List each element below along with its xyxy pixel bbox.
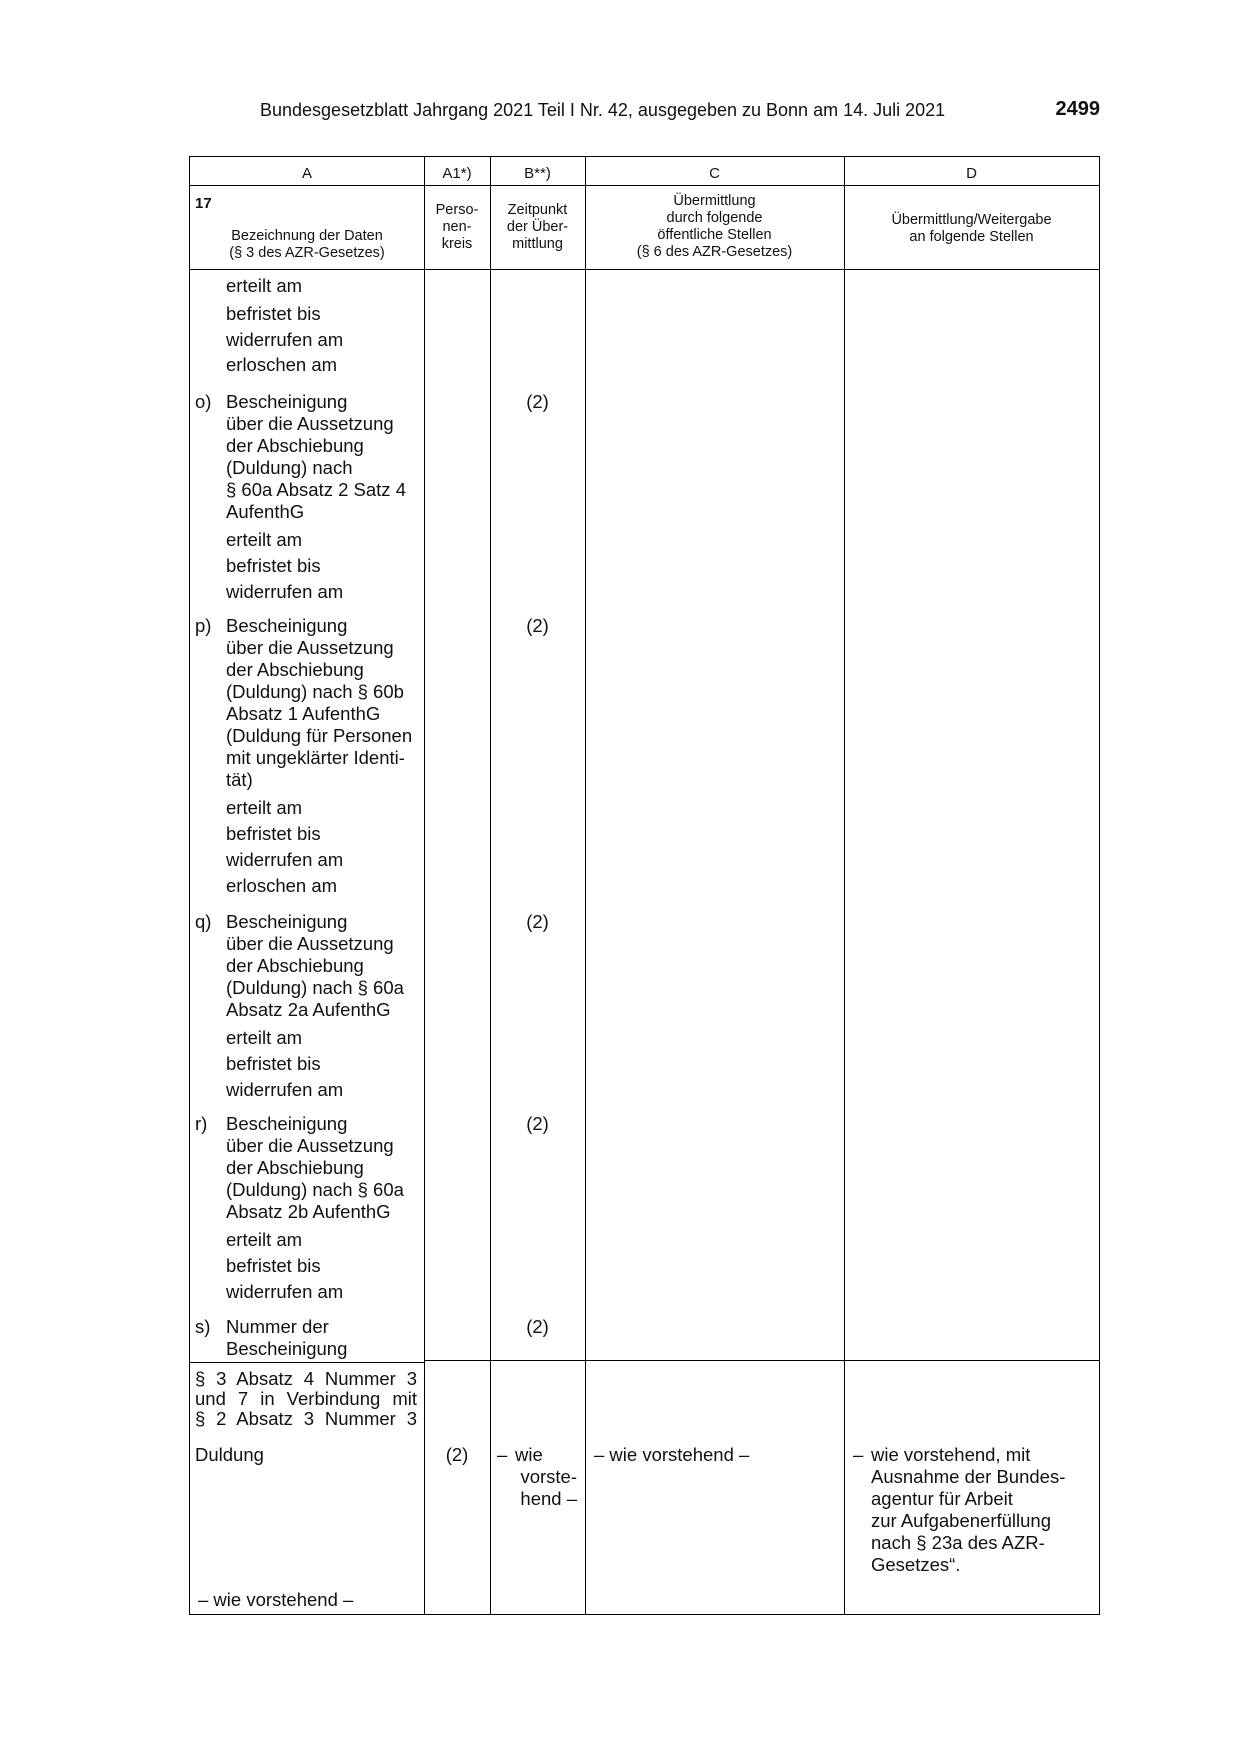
person-group-value: (2) — [445, 1444, 469, 1465]
entry-line: befristet bis — [226, 303, 321, 324]
dash: – — [853, 1444, 864, 1465]
entry-line: widerrufen am — [226, 1079, 344, 1100]
row-divider — [424, 1360, 1099, 1361]
entry-line: befristet bis — [226, 823, 321, 844]
data-name-duldung: Duldung — [195, 1444, 264, 1465]
entry-line: erteilt am — [226, 1027, 303, 1048]
column-divider — [490, 157, 491, 1614]
transfer-c-bottom: – wie vorstehend – — [594, 1444, 750, 1465]
section-title-p: Bescheinigung über die Aussetzung der Abschiebung (Duldung) nach § 60b Absatz 1 AufenthG (Duldung für Personen mit ungeklärter Identi- tät) — [226, 615, 413, 790]
transfer-time-r: (2) — [526, 1113, 549, 1134]
transfer-time-p: (2) — [526, 615, 549, 636]
entry-line: erteilt am — [226, 797, 303, 818]
page-header — [190, 100, 1100, 124]
running-title: Bundesgesetzblatt Jahrgang 2021 Teil I Nr. 42, ausgegeben zu Bonn am 14. Juli 2021 — [260, 100, 946, 120]
page-number: 2499 — [1055, 98, 1100, 120]
column-letter-b: B**) — [524, 165, 551, 182]
section-label-r: r) — [195, 1113, 208, 1134]
section-label-s: s) — [195, 1316, 211, 1337]
section-label-q: q) — [195, 911, 212, 932]
data-table — [189, 156, 1100, 1615]
column-divider — [424, 157, 425, 1614]
column-c-header: Übermittlung durch folgende öffentliche Stellen (§ 6 des AZR-Gesetzes) — [636, 193, 793, 260]
transfer-time-q: (2) — [526, 911, 549, 932]
legal-reference: § 3 Absatz 4 Nummer 3 und 7 in Verbindung mit § 2 Absatz 3 Nummer 3 — [195, 1368, 417, 1429]
column-a1-header: Perso- nen- kreis — [435, 202, 479, 252]
section-label-o: o) — [195, 391, 212, 412]
entry-line: widerrufen am — [226, 849, 344, 870]
wie-vorstehend-a: – wie vorstehend – — [198, 1589, 354, 1610]
entry-line: widerrufen am — [226, 329, 344, 350]
column-letter-a1: A1*) — [442, 165, 472, 182]
column-divider — [844, 157, 845, 1614]
entry-line: erteilt am — [226, 529, 303, 550]
column-letter-d: D — [966, 165, 977, 182]
transfer-time-bottom: wie vorste- hend – — [515, 1444, 577, 1509]
column-b-header: Zeitpunkt der Über- mittlung — [506, 202, 569, 252]
entry-line: widerrufen am — [226, 581, 344, 602]
row-number: 17 — [195, 195, 212, 212]
entry-line: erloschen am — [226, 875, 338, 896]
entry-line: befristet bis — [226, 555, 321, 576]
transfer-time-s: (2) — [526, 1316, 549, 1337]
row-divider — [190, 185, 1099, 186]
column-divider — [585, 157, 586, 1614]
section-title-o: Bescheinigung über die Aussetzung der Abschiebung (Duldung) nach § 60a Absatz 2 Satz 4 AufenthG — [226, 391, 406, 522]
entry-line: befristet bis — [226, 1053, 321, 1074]
dash: – — [497, 1444, 508, 1465]
column-d-header: Übermittlung/Weitergabe an folgende Stellen — [891, 212, 1052, 245]
entry-line: erloschen am — [226, 354, 338, 375]
transfer-time-o: (2) — [526, 391, 549, 412]
row-divider — [190, 269, 1099, 270]
section-title-s: Nummer der Bescheinigung — [226, 1316, 348, 1359]
section-label-p: p) — [195, 615, 212, 636]
transfer-d-bottom: wie vorstehend, mit Ausnahme der Bundes- agentur für Arbeit zur Aufgabenerfüllung nach § 23a des AZR- Gesetzes“. — [871, 1444, 1066, 1575]
column-letter-c: C — [709, 165, 720, 182]
row-divider — [190, 1362, 424, 1363]
section-title-r: Bescheinigung über die Aussetzung der Abschiebung (Duldung) nach § 60a Absatz 2b AufenthG — [226, 1113, 404, 1222]
section-title-q: Bescheinigung über die Aussetzung der Abschiebung (Duldung) nach § 60a Absatz 2a AufenthG — [226, 911, 404, 1020]
entry-line: erteilt am — [226, 1229, 303, 1250]
entry-line: erteilt am — [226, 275, 303, 296]
entry-line: befristet bis — [226, 1255, 321, 1276]
column-letter-a: A — [301, 165, 312, 182]
entry-line: widerrufen am — [226, 1281, 344, 1302]
column-a-header: Bezeichnung der Daten (§ 3 des AZR-Gesetzes) — [229, 228, 385, 261]
